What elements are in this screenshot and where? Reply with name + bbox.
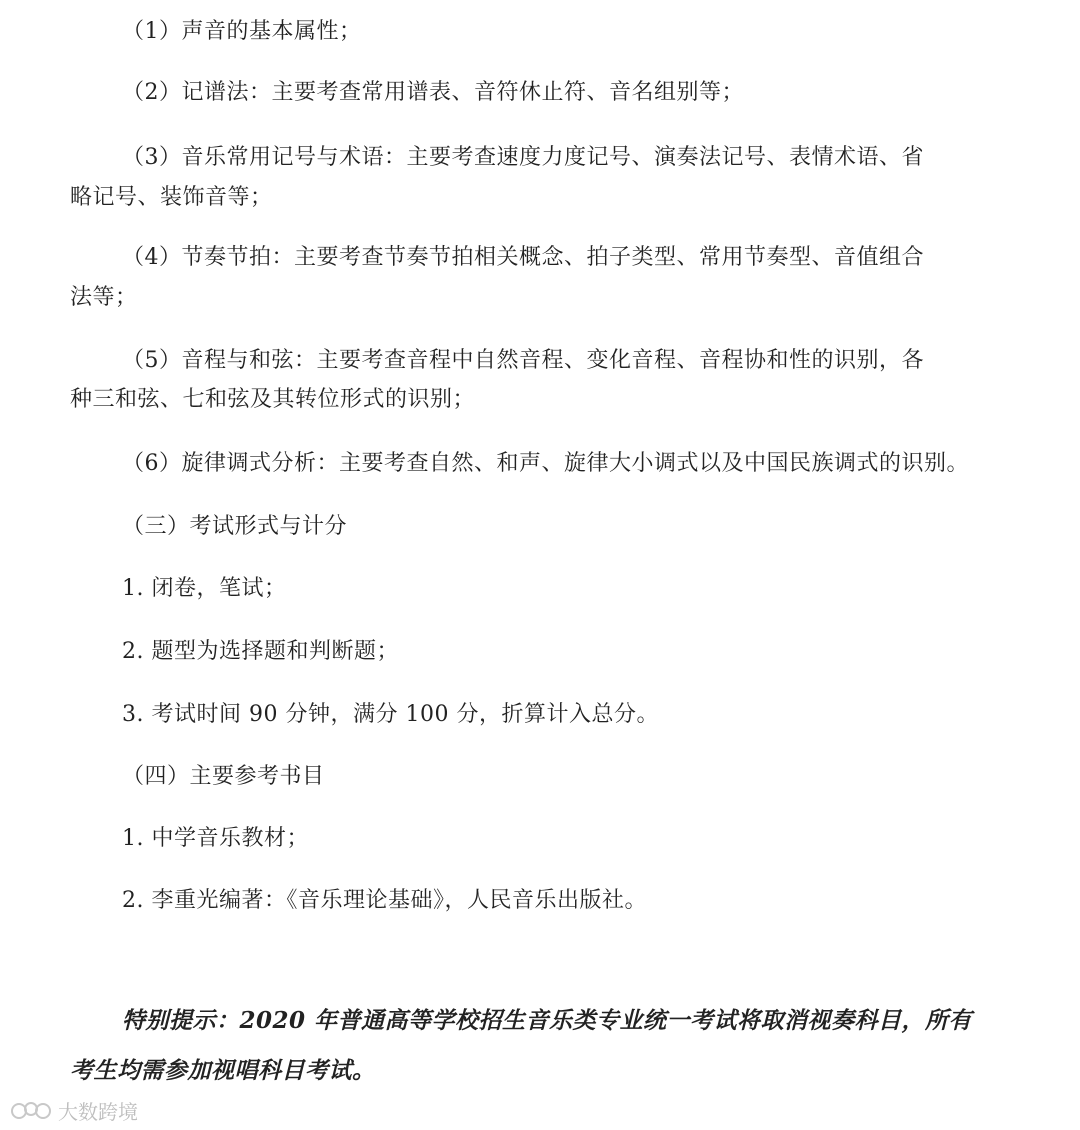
watermark-text: 大数跨境	[58, 1100, 138, 1124]
item-6: （6）旋律调式分析：主要考查自然、和声、旋律大小调式以及中国民族调式的识别。	[122, 451, 969, 476]
section-3-point-2: 2. 题型为选择题和判断题；	[122, 639, 399, 664]
item-2: （2）记谱法：主要考查常用谱表、音符休止符、音名组别等；	[122, 80, 744, 105]
item-3-line-2: 略记号、装饰音等；	[70, 185, 273, 210]
section-4-heading: （四）主要参考书目	[122, 764, 325, 789]
logo-icon	[10, 1099, 52, 1123]
section-3-heading: （三）考试形式与计分	[122, 514, 348, 539]
item-5-line-2: 种三和弦、七和弦及其转位形式的识别；	[70, 387, 476, 412]
section-4-point-1: 1. 中学音乐教材；	[122, 826, 309, 851]
item-5-line-1: （5）音程与和弦：主要考查音程中自然音程、变化音程、音程协和性的识别，各	[122, 348, 924, 373]
section-3-point-1: 1. 闭卷，笔试；	[122, 576, 287, 601]
item-4-line-2: 法等；	[70, 285, 138, 310]
item-1: （1）声音的基本属性；	[122, 19, 362, 44]
watermark	[10, 1096, 138, 1125]
section-4-point-2: 2. 李重光编著：《音乐理论基础》，人民音乐出版社。	[122, 888, 647, 913]
special-note-line-2: 考生均需参加视唱科目考试。	[70, 1057, 376, 1084]
item-3-line-1	[122, 144, 990, 172]
section-3-point-3: 3. 考试时间 90 分钟，满分 100 分，折算计入总分。	[122, 702, 659, 727]
item-4-line-1: （4）节奏节拍：主要考查节奏节拍相关概念、拍子类型、常用节奏型、音值组合	[122, 245, 924, 270]
item-3-text-1: （3）音乐常用记号与术语：主要考查速度力度记号、演奏法记号、表情术语、省	[122, 145, 924, 170]
special-note-line-1: 特别提示：2020 年普通高等学校招生音乐类专业统一考试将取消视奏科目，所有	[122, 1007, 973, 1034]
